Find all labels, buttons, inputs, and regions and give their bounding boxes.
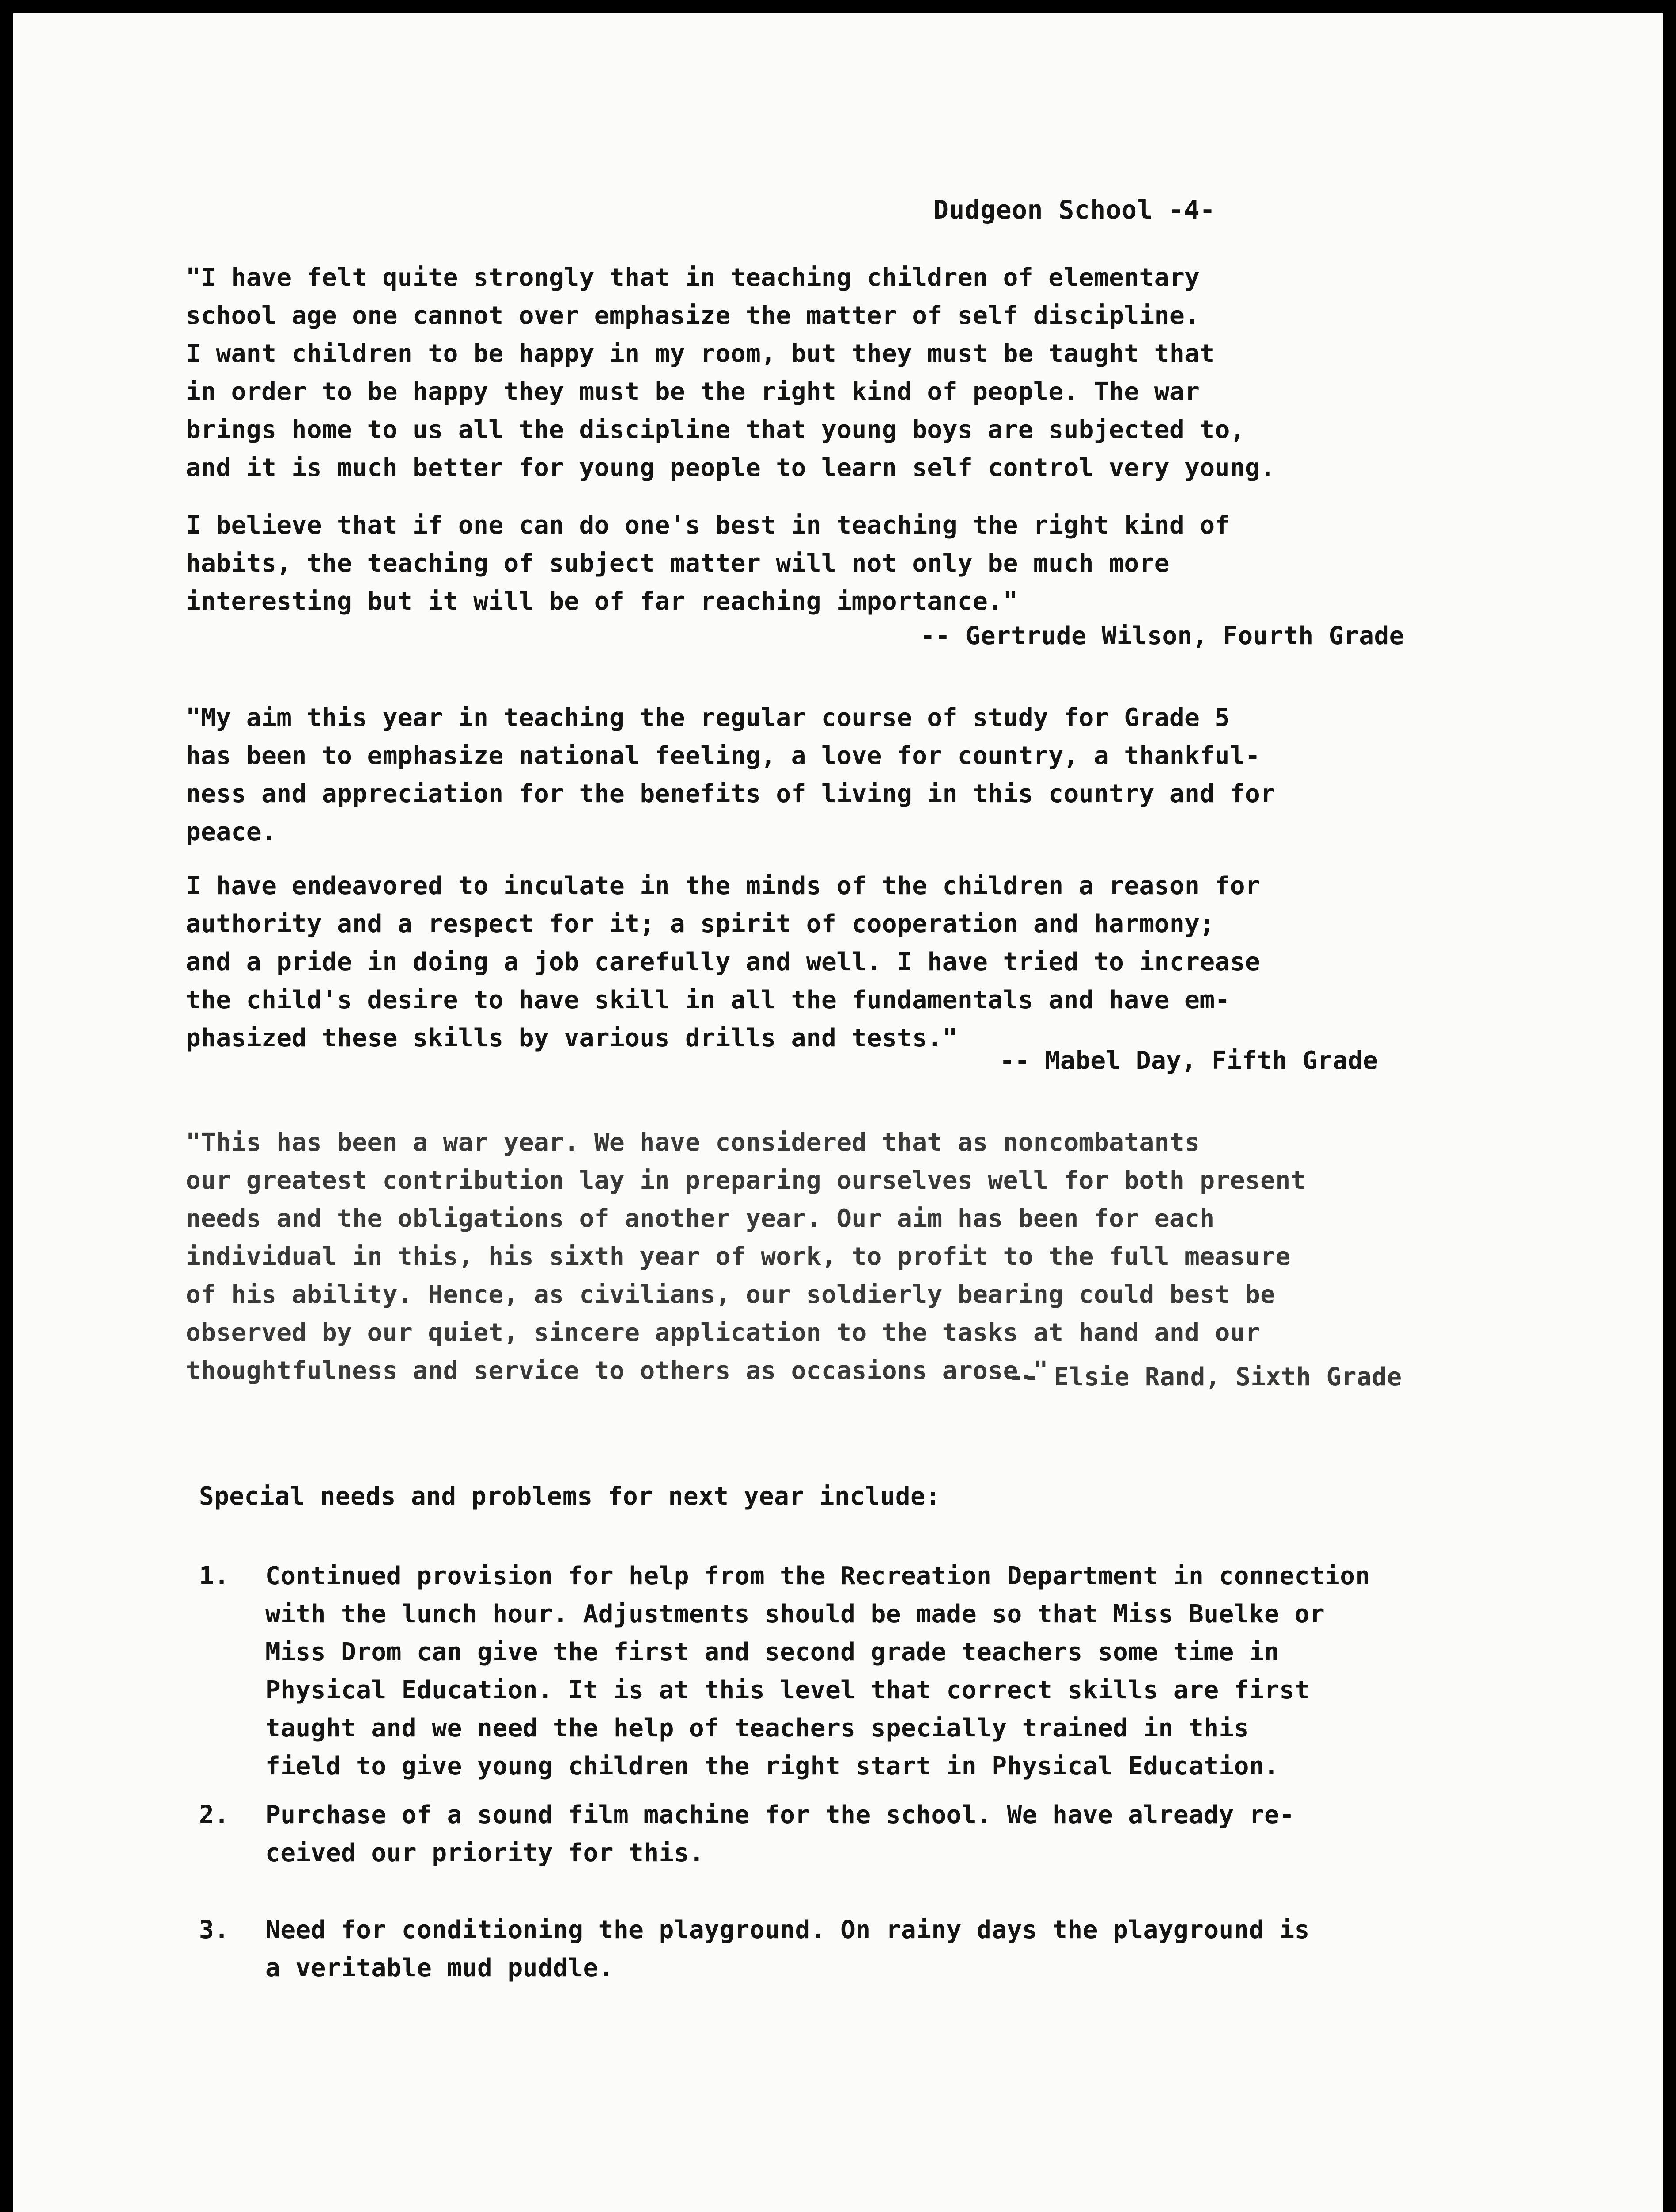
list-number: 3. bbox=[199, 1916, 230, 1944]
needs-list-item bbox=[199, 1557, 1370, 1781]
quote-paragraph: "This has been a war year. We have considered that as noncombatants our greatest contribution lay in preparing ourselves well for both present needs and the obligations of another year. Our aim has been for each individual in this, his sixth year of work, to profit to the full measure of his ability. Hence, as civilians, our soldierly bearing could best be observed by our quiet, sincere application to the tasks at hand and our thoughtfulness and service to others as occasions arose." bbox=[186, 1128, 1306, 1385]
list-number: 2. bbox=[199, 1801, 230, 1829]
list-text: Continued provision for help from the Recreation Department in connection with the lunch hour. Adjustments should be made so that Miss Buelke or Miss Drom can give the first and second grade teachers some time in Physical Education. It is at this level that correct skills are first taught and we need the help of teachers specially trained in this field to give young children the right start in Physical Education. bbox=[265, 1562, 1370, 1781]
quote-paragraph: "My aim this year in teaching the regular course of study for Grade 5 has been to emphasize national feeling, a love for country, a thankful- ness and appreciation for the benefits of living in this country and for peace. bbox=[186, 703, 1276, 846]
document-page bbox=[13, 13, 1663, 2212]
quote-paragraph: I believe that if one can do one's best in teaching the right kind of habits, the teaching of subject matter will not only be much more interesting but it will be of far reaching importance." bbox=[186, 511, 1230, 616]
list-text: Need for conditioning the playground. On rainy days the playground is a veritable mud puddle. bbox=[265, 1916, 1310, 1982]
document-body bbox=[13, 13, 1663, 2212]
quote-signature: -- Elsie Rand, Sixth Grade bbox=[1009, 1363, 1402, 1391]
quote-signature: -- Gertrude Wilson, Fourth Grade bbox=[920, 622, 1404, 650]
page-header: Dudgeon School -4- bbox=[933, 195, 1216, 225]
quote-paragraph: "I have felt quite strongly that in teaching children of elementary school age one cannot over emphasize the matter of self discipline. I want children to be happy in my room, but they must be taught that in order to be happy they must be the right kind of people. The war brings home to us all the discipline that young boys are subjected to, and it is much better for young people to learn self control very young. bbox=[186, 263, 1276, 482]
list-number: 1. bbox=[199, 1562, 230, 1590]
list-text: Purchase of a sound film machine for the school. We have already re- ceived our priority for this. bbox=[265, 1801, 1295, 1867]
needs-list-item bbox=[199, 1911, 1310, 2063]
quote-signature: -- Mabel Day, Fifth Grade bbox=[1000, 1046, 1378, 1075]
needs-intro: Special needs and problems for next year include: bbox=[199, 1482, 941, 1511]
quote-paragraph: I have endeavored to inculate in the minds of the children a reason for authority and a respect for it; a spirit of cooperation and harmony; and a pride in doing a job carefully and well. I have tried to increase the child's desire to have skill in all the fundamentals and have em- phasized these skills by various drills and tests." bbox=[186, 872, 1261, 1052]
